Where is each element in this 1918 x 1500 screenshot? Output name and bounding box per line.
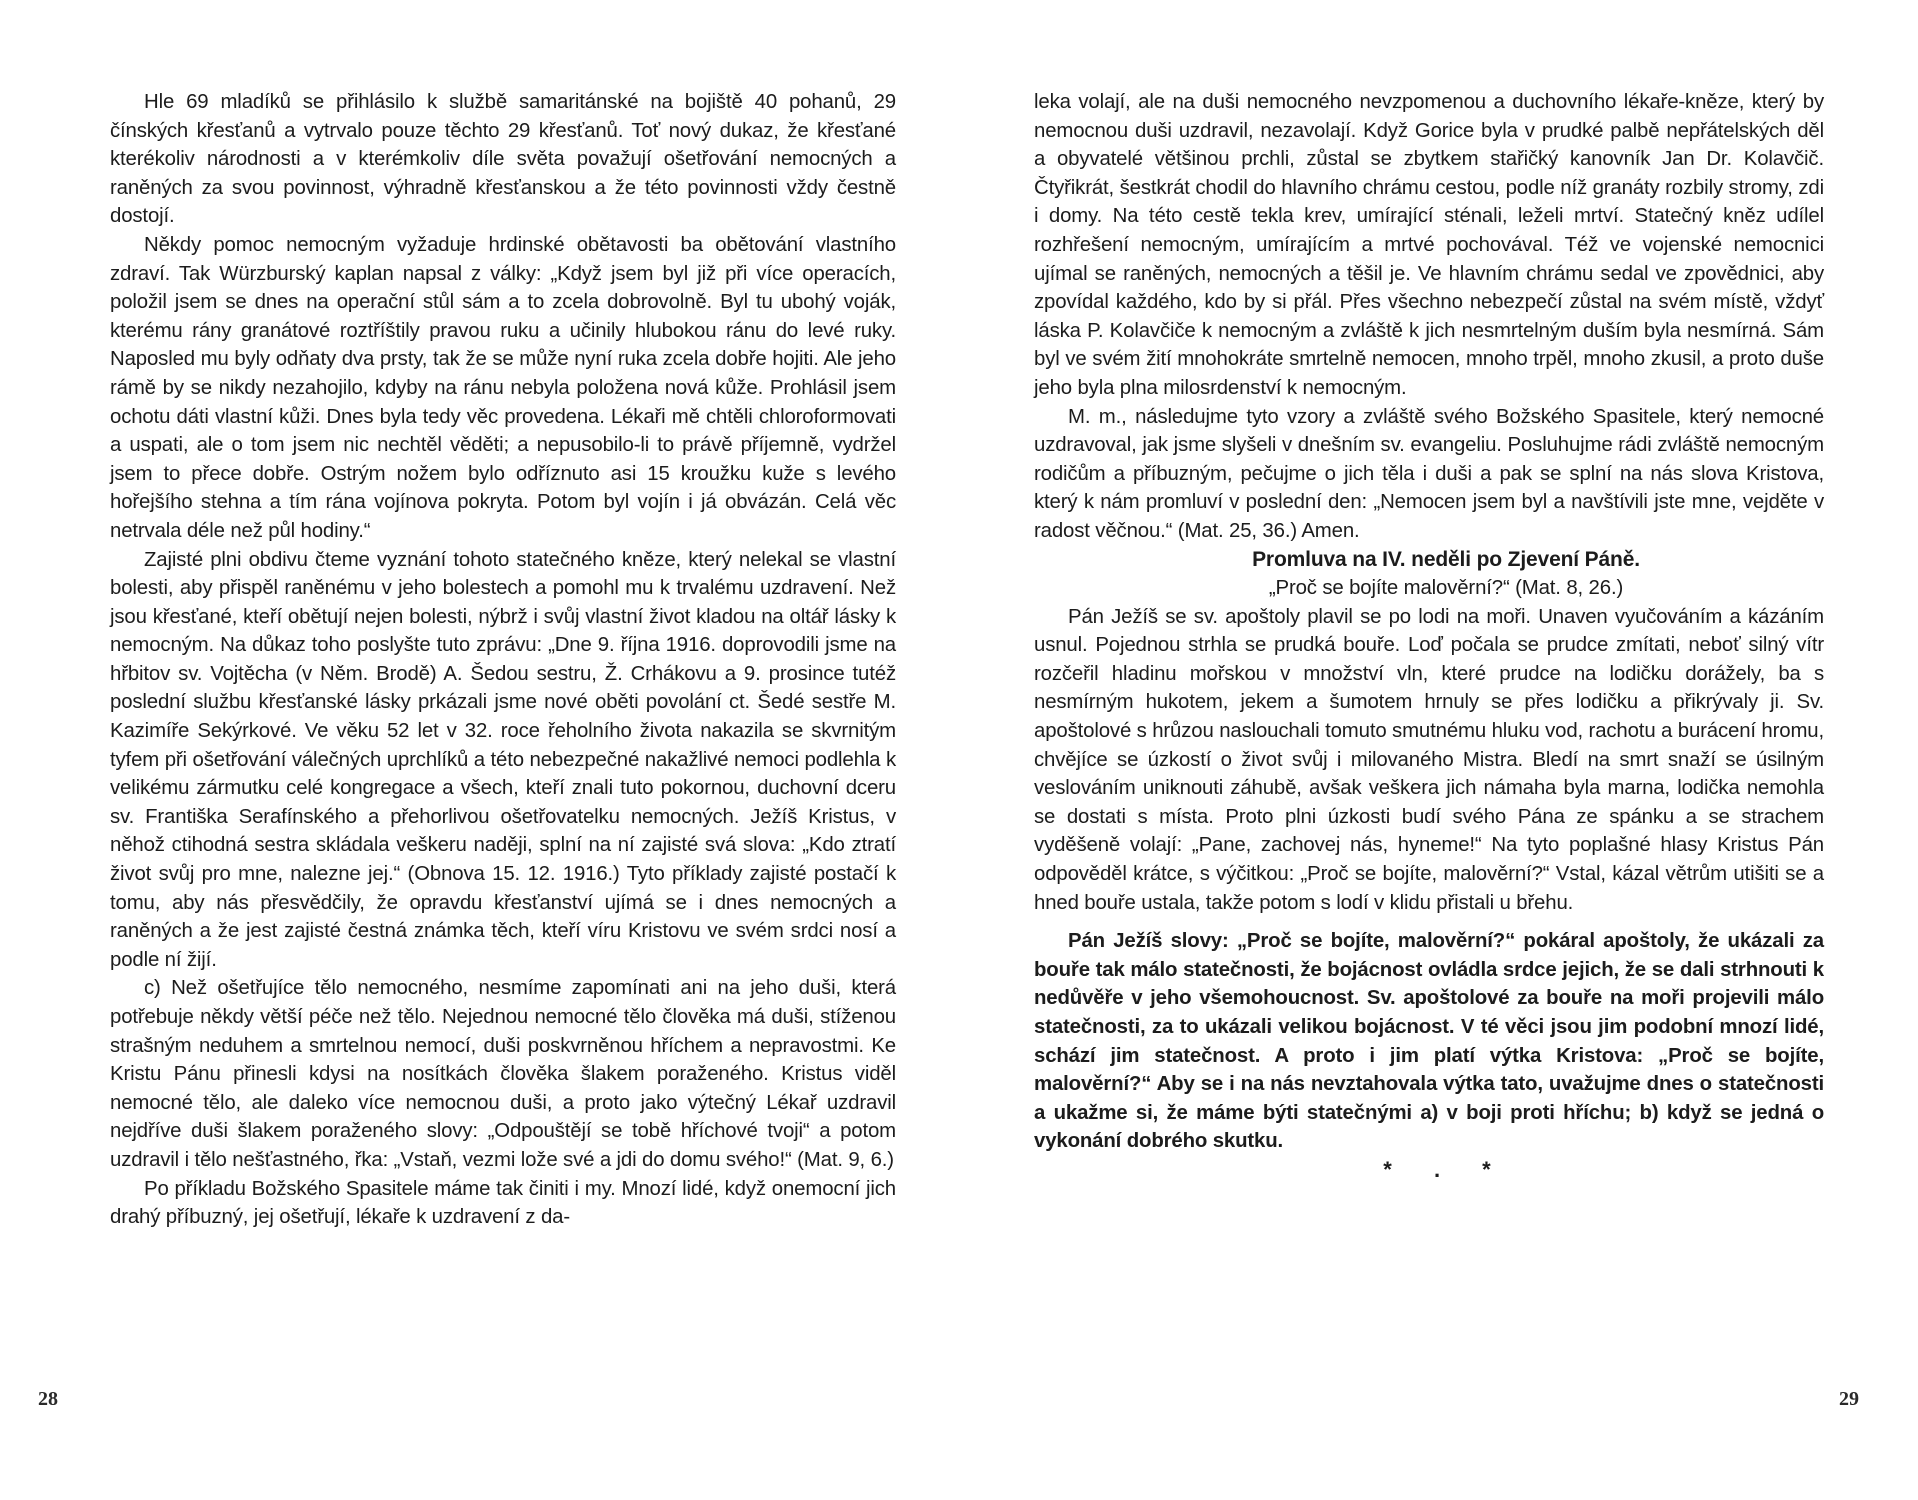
sermon-motto: „Proč se bojíte malověrní?“ (Mat. 8, 26.) — [1268, 577, 1624, 600]
page-number-right: 29 — [1839, 1388, 1859, 1410]
right-text-column — [1034, 88, 1824, 1185]
sermon-heading: Promluva na IV. neděli po Zjevení Páně. — [1252, 547, 1640, 571]
left-text-column — [110, 88, 896, 1232]
paragraph-bold: Pán Ježíš slovy: „Proč se bojíte, malověrní?“ pokáral apoštoly, že ukázali za bouře tak málo statečnosti, že bojácnost ovládla srdce jejich, že se dali strhnouti k nedůvěře v jeho všemohoucnost. Sv. apoštolové za bouře na moři projevili málo statečnosti, za to ukázali velikou bojácnost. V té věci jsou jim podobní mnozí lidé, schází jim statečnost. A proto i jim platí výtka Kristova: „Proč se bojíte, malověrní?“ Aby se i na nás nevztahovala výtka tato, uvažujme dnes o statečnosti a ukažme si, že máme býti statečnými a) v boji proti hříchu; b) když se jedná o vykonání dobrého skutku. — [1034, 930, 1824, 1153]
page-number-left: 28 — [38, 1388, 58, 1410]
paragraph: Zajisté plni obdivu čteme vyznání tohoto statečného kněze, který nelekal se vlastní bolesti, aby přispěl raněnému v jeho bolestech a pomohl mu k trvalému uzdravení. Než jsou křesťané, kteří obětují nejen bolesti, nýbrž i svůj vlastní život kladou na oltář lásky k nemocným. Na důkaz toho poslyšte tuto zprávu: „Dne 9. října 1916. doprovodili jsme na hřbitov sv. Vojtěcha (v Něm. Brodě) A. Šedou sestru, Ž. Crhákovu a 9. prosince tutéž poslední službu křesťanské lásky prkázali jsme nové oběti povolání ct. Šedé sestře M. Kazimíře Sekýrkové. Ve věku 52 let v 32. roce řeholního života nakazila se skvrnitým tyfem při ošetřování válečných uprchlíků a této nebezpečné nakažlivé nemoci podlehla k velikému zármutku celé kongregace a všech, kteří znali tuto pokornou, duchovní dceru sv. Františka Serafínského a přehorlivou ošetřovatelku nemocných. Ježíš Kristus, v něhož ctihodná sestra skládala veškeru naději, splní na ní zajisté svá slova: „Kdo ztratí život svůj pro mne, nalezne jej.“ (Obnova 15. 12. 1916.) Tyto příklady zajisté postačí k tomu, aby nás přesvědčily, že opravdu křesťanství ujímá se i dnes nemocných a raněných a že jest zajisté čestná známka těch, kteří víru Kristovu ve svém srdci nosí a podle ní žijí. — [110, 548, 896, 971]
paragraph: M. m., následujme tyto vzory a zvláště svého Božského Spasitele, který nemocné uzdravoval, jak jsme slyšeli v dnešním sv. evangeliu. Posluhujme rádi zvláště nemocným rodičům a příbuzným, pečujme o jich těla i duši a pak se splní na nás slova Kristova, který k nám promluví v poslední den: „Nemocen jsem byl a navštívili jste mne, vejděte v radost věčnou.“ (Mat. 25, 36.) Amen. — [1034, 405, 1824, 542]
paragraph: leka volají, ale na duši nemocného nevzpomenou a duchovního lékaře-kněze, který by nemocnou duši uzdravil, nezavolají. Když Gorice byla v prudké palbě nepřátelských děl a obyvatelé většinou prchli, zůstal se zbytkem stařičký kanovník Jan Dr. Kolavčič. Čtyřikrát, šestkrát chodil do hlavního chrámu cestou, podle níž granáty rozbily stromy, zdi i domy. Na této cestě tekla krev, umírající sténali, leželi mrtví. Statečný kněz udílel rozhřešení nemocným, umírajícím a mrtvé pochovával. Též ve vojenské nemocnici ujímal se raněných, nemocných a těšil je. Ve hlavním chrámu sedal ve zpovědnici, aby zpovídal každého, kdo by si přál. Přes všechno nebezpečí zůstal na svém místě, vždyť láska P. Kolavčiče k nemocným a zvláště k jich nesmrtelným duším byla nesmírná. Sám byl ve svém žití mnohokráte smrtelně nemocen, mnoho trpěl, mnoho zkusil, a proto duše jeho byla plna milosrdenství k nemocným. — [1034, 91, 1824, 399]
right-page — [959, 0, 1918, 1500]
paragraph: Pán Ježíš se sv. apoštoly plavil se po lodi na moři. Unaven vyučováním a kázáním usnul. Pojednou strhla se prudká bouře. Loď počala se prudce zmítati, neboť silný vítr rozčeřil hladinu mořskou v množství vln, které prudce na lodičku dorážely, ba s nesmírným hukotem, jekem a šumotem hrnuly se přes lodičku a přikrývaly ji. Sv. apoštolové s hrůzou naslouchali tomuto smutnému hluku vod, rachotu a burácení hromu, chvějíce se úzkostí o život svůj i milovaného Mistra. Bledí na smrt snaží se úsilným veslováním uniknouti záhubě, avšak veškera jich námaha byla marna, lodička nemohla se dostati s místa. Proto plni úzkosti budí svého Pána ze spánku a se strachem vyděšeně volají: „Pane, zachovej nás, hyneme!“ Na tyto poplašné hlasy Kristus Pán odpověděl krátce, s výčitkou: „Proč se bojíte, malověrní?“ Vstal, kázal větrům utišiti se a hned bouře ustala, takže potom s lodí v klidu přistali u břehu. — [1034, 605, 1824, 914]
paragraph: Někdy pomoc nemocným vyžaduje hrdinské obětavosti ba obětování vlastního zdraví. Tak Würzburský kaplan napsal z války: „Když jsem byl již při více operacích, položil jsem se dnes na operační stůl sám a to zcela dobrovolně. Byl tu ubohý voják, kterému rány granátové roztříštily pravou ruku a učinily hlubokou ránu do levé ruky. Naposled mu byly odňaty dva prsty, tak že se může nyní ruka zcela dobře hojiti. Ale jeho rámě by se nikdy nezahojilo, kdyby na ránu nebyla položena nová kůže. Prohlásil jsem ochotu dáti vlastní kůži. Dnes byla tedy věc provedena. Lékaři mě chtěli chloroformovati a uspati, ale o tom jsem nic nechtěl věděti; a nepusobilo-li to právě příjemně, vydržel jsem to přece dobře. Ostrým nožem bylo odříznuto asi 15 kroužku kuže s levého hořejšího stehna a tím rána vojínova pokryta. Potom byl vojín i já obvázán. Celá věc netrvala déle než půl hodiny.“ — [110, 233, 896, 542]
paragraph: c) Než ošetřujíce tělo nemocného, nesmíme zapomínati ani na jeho duši, která potřebuje někdy větší péče než tělo. Nejednou nemocné tělo člověka má duši, stíženou strašným neduhem a smrtelnou nemocí, duši poskvrněnou hříchem a nepravostmi. Ke Kristu Pánu přinesli kdysi na nosítkách člověka šlakem poraženého. Kristus viděl nemocné tělo, ale daleko více nemocnou duši, a proto jako výtečný Lékař uzdravil nejdříve duši šlakem poraženého slovy: „Odpouštějí se tobě hříchové tvoji“ a potom uzdravil i tělo nešťastného, řka: „Vstaň, vezmi lože své a jdi do domu svého!“ (Mat. 9, 6.) — [110, 977, 896, 1171]
section-separator-stars: * . * — [1383, 1156, 1509, 1182]
paragraph: Hle 69 mladíků se přihlásilo k službě samaritánské na bojiště 40 pohanů, 29 čínských křesťanů a vytrvalo pouze těchto 29 křesťanů. Toť nový dukaz, že křesťané kterékoliv národnosti a v kterémkoliv díle světa považují ošetřování nemocných a raněných za svou povinnost, výhradně křesťanskou a že této povinnosti vždy čestně dostojí. — [110, 91, 896, 228]
paragraph: Po příkladu Božského Spasitele máme tak činiti i my. Mnozí lidé, když onemocní jich drahý příbuzný, jej ošetřují, lékaře k uzdravení z da- — [110, 1177, 896, 1229]
